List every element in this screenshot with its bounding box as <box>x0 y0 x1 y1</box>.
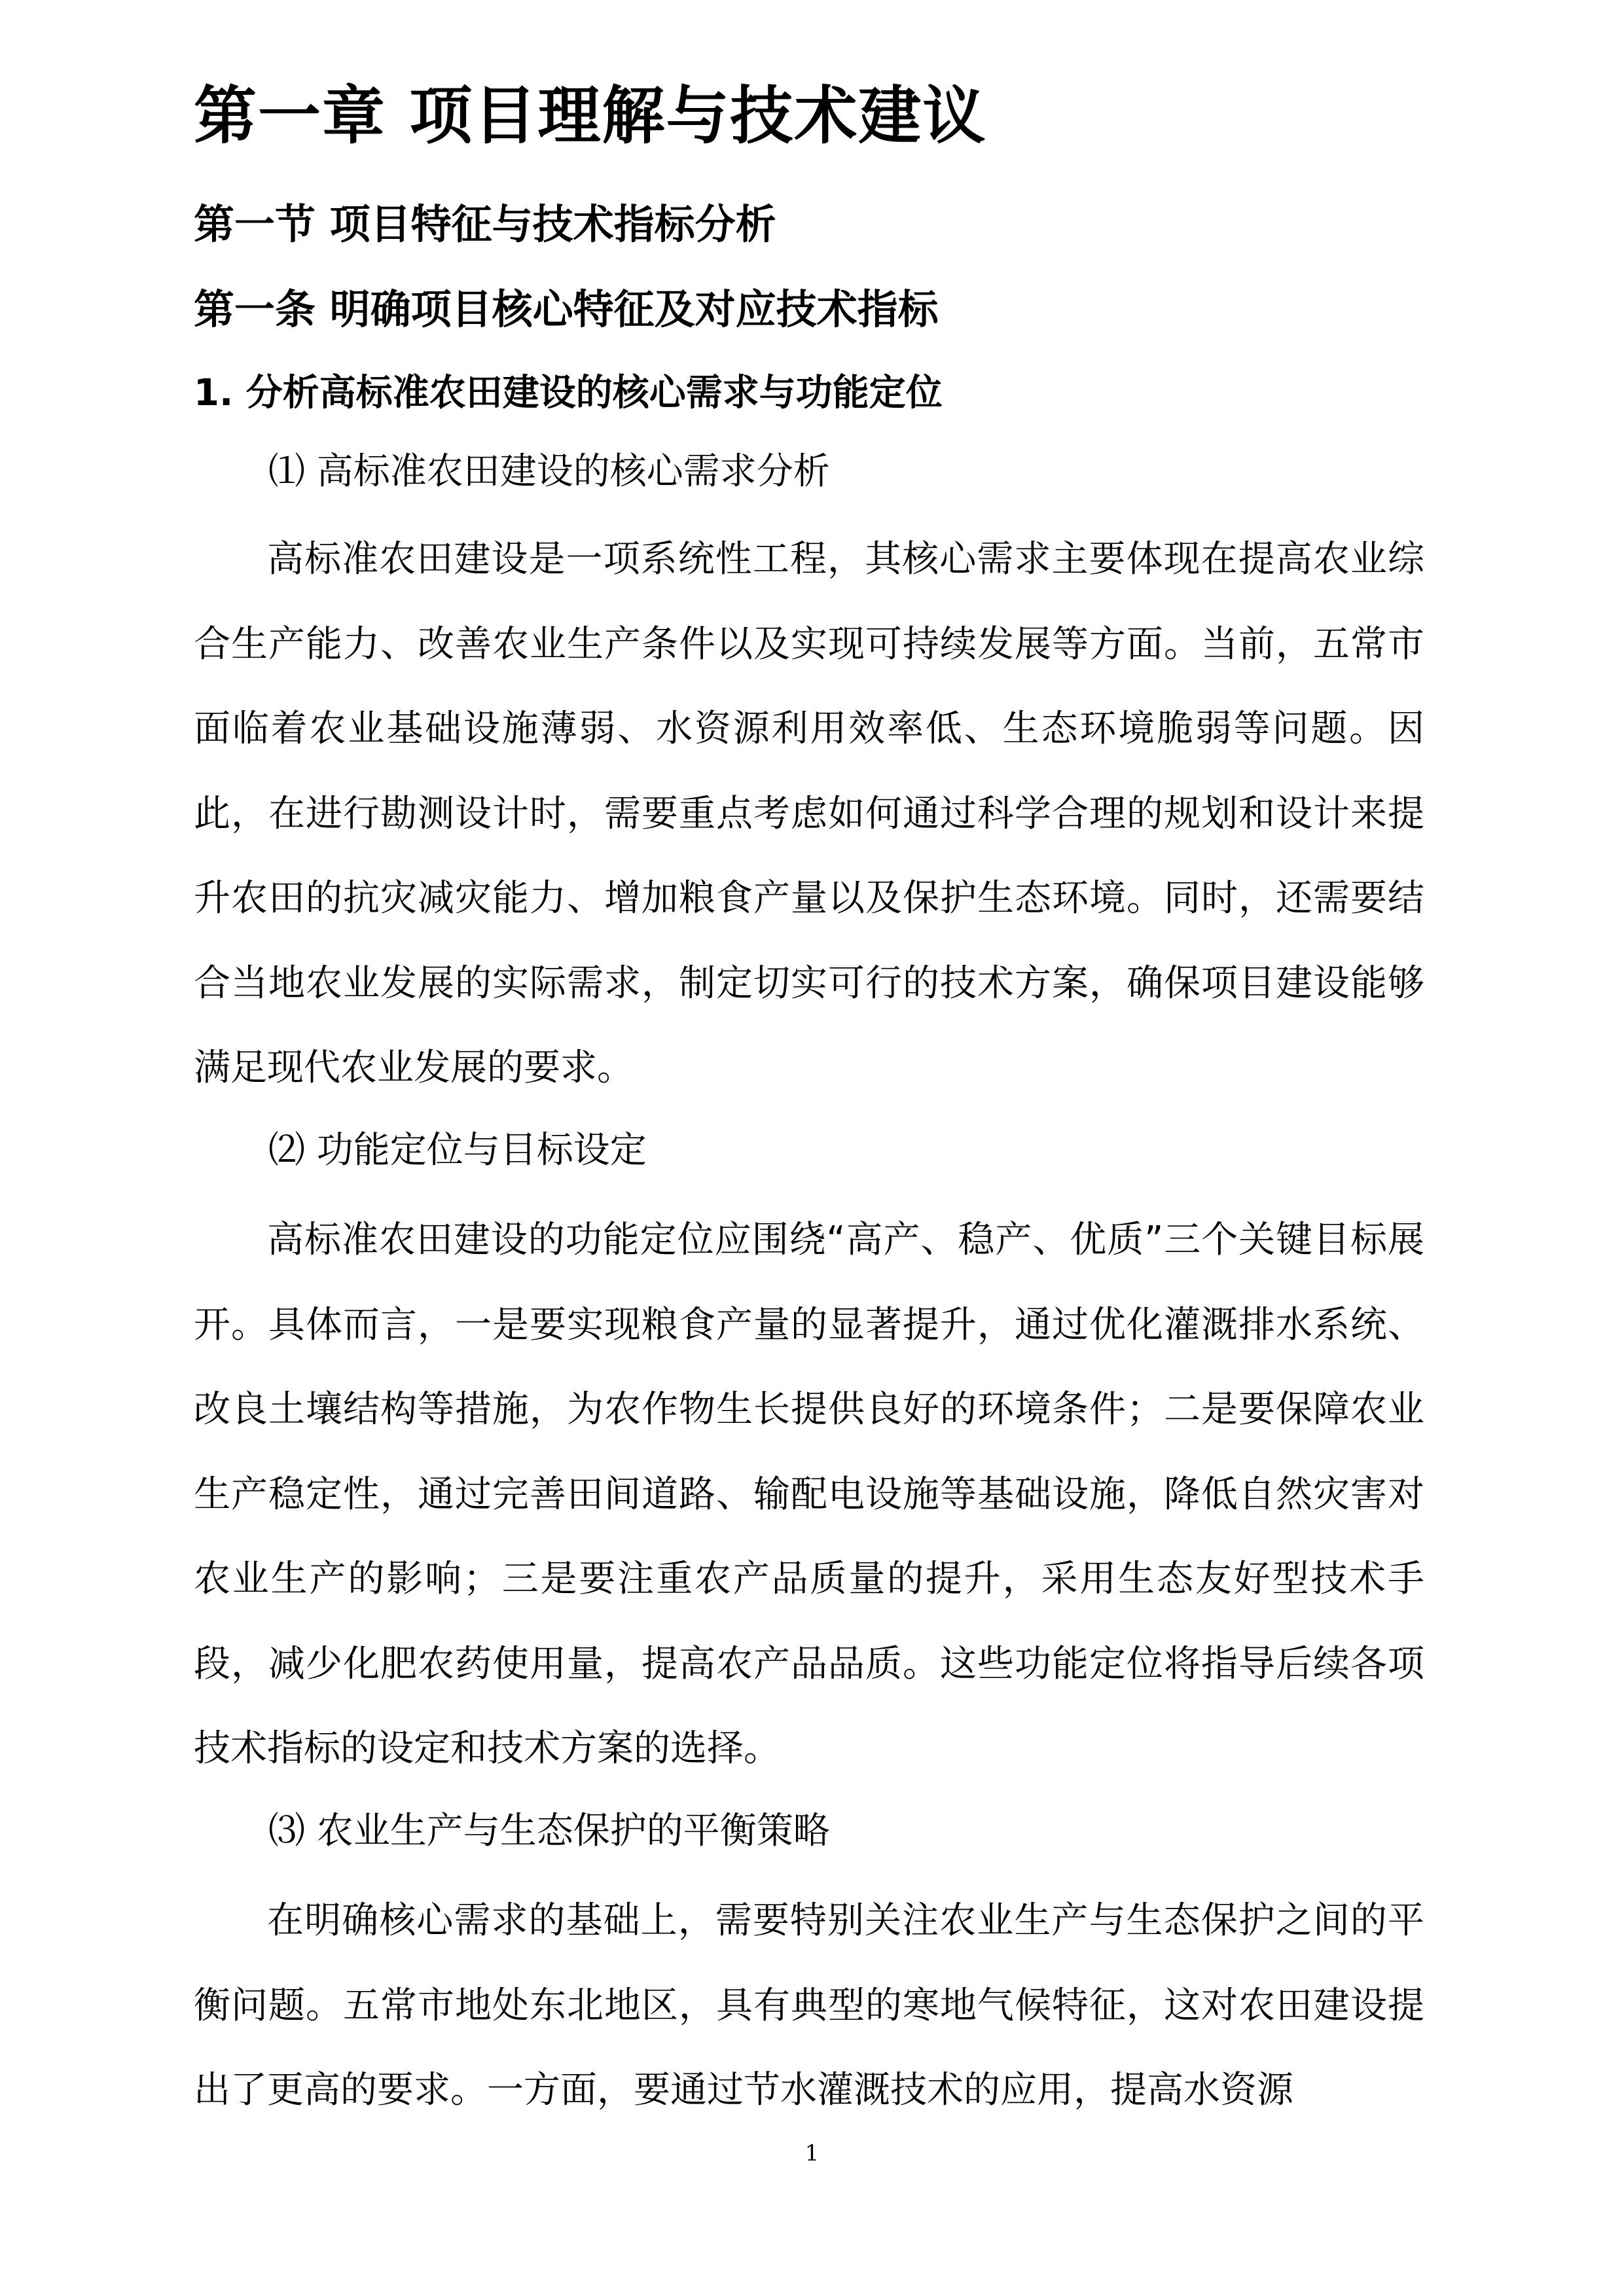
paragraph-3: 在明确核心需求的基础上，需要特别关注农业生产与生态保护之间的平衡问题。五常市地处东北地区，具有典型的寒地气候特征，这对农田建设提出了更高的要求。一方面，要通过节水灌溉技术的应用，提高水资源 <box>194 1899 1424 2111</box>
subsection-title-1: ⑴ 高标准农田建设的核心需求分析 <box>268 450 830 493</box>
subsection-title-3: ⑶ 农业生产与生态保护的平衡策略 <box>268 1810 830 1852</box>
chapter-title: 第一章 项目理解与技术建议 <box>194 79 987 152</box>
page-number: 1 <box>804 2140 820 2166</box>
section-title: 第一节 项目特征与技术指标分析 <box>194 200 776 248</box>
paragraph-1: 高标准农田建设是一项系统性工程，其核心需求主要体现在提高农业综合生产能力、改善农业生产条件以及实现可持续发展等方面。当前，五常市面临着农业基础设施薄弱、水资源利用效率低、生态环境脆弱等问题。因此，在进行勘测设计时，需要重点考虑如何通过科学合理的规划和设计来提升农田的抗灾减灾能力、增加粮食产量以及保护生态环境。同时，还需要结合当地农业发展的实际需求，制定切实可行的技术方案，确保项目建设能够满足现代农业发展的要求。 <box>194 538 1424 1089</box>
subsection-title-2: ⑵ 功能定位与目标设定 <box>268 1129 647 1172</box>
article-title: 第一条 明确项目核心特征及对应技术指标 <box>194 285 939 333</box>
item-heading: 1. 分析高标准农田建设的核心需求与功能定位 <box>194 372 943 414</box>
paragraph-2: 高标准农田建设的功能定位应围绕“高产、稳产、优质”三个关键目标展开。具体而言，一是要实现粮食产量的显著提升，通过优化灌溉排水系统、改良土壤结构等措施，为农作物生长提供良好的环境条件；二是要保障农业生产稳定性，通过完善田间道路、输配电设施等基础设施，降低自然灾害对农业生产的影响；三是要注重农产品质量的提升，采用生态友好型技术手段，减少化肥农药使用量，提高农产品品质。这些功能定位将指导后续各项技术指标的设定和技术方案的选择。 <box>194 1219 1424 1770</box>
